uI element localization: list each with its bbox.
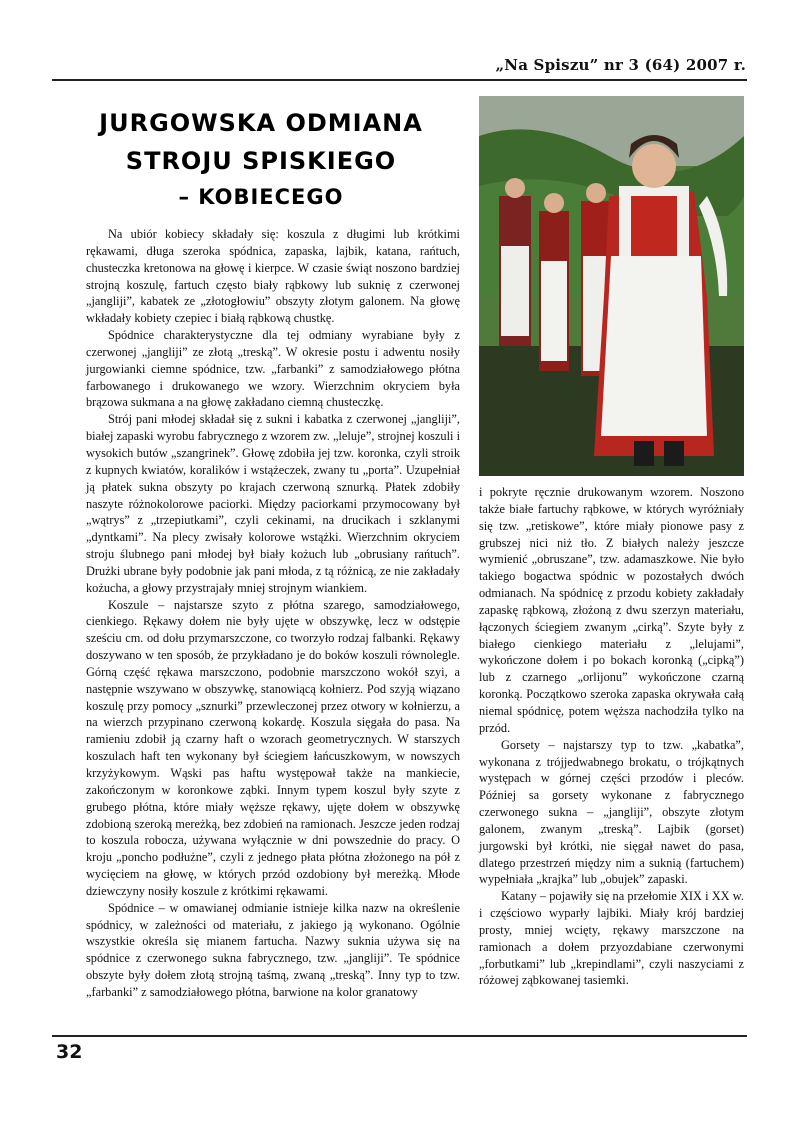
paragraph: i pokryte ręcznie drukowanym wzorem. Noszono także białe fartuchy rąbkowe, w których wyróżniały się tzw. „retiskowe”, które miały pionowe pasy z grubszej nici niż tło. Z białych należy jeszcze wymienić „obruszane”, tzw. adamaszkowe. Nie było takiego bogactwa spódnic w pozostałych dwóch odmianach. Na spódnicę z przodu kobiety zakładały zapaskę rąbkową, złożoną z dwu szerzyn materiału, łączonych ściegiem zwanym „cirką”. Szyte były z białego cienkiego materiału z „lelujami”, wykończone dołem i po bokach koronką („cipką”) lub z czarnego „orlijonu” wykończone czarną koronką. Początkowo szeroka zapaska okrywała całą niemal spódnicę, potem węższa nachodziła tylko na przód. — [479, 485, 744, 735]
left-column — [86, 226, 460, 1001]
paragraph: Katany – pojawiły się na przełomie XIX i XX w. i częściowo wyparły lajbiki. Miały krój bardziej prosty, mniej wcięty, rękawy marszczone na ramionach a dołem przyozdabiane czerwonymi „forbutkami” lub „krepindlami”, czyli naszyciami z różowej ząbkowanej tasiemki. — [479, 889, 744, 988]
title-line-3: – KOBIECEGO — [178, 185, 344, 209]
title-line-2: STROJU SPISKIEGO — [125, 147, 397, 175]
page-number: 32 — [56, 1041, 83, 1063]
header-rule — [52, 79, 747, 81]
title-line-1: JURGOWSKA ODMIANA — [99, 109, 423, 137]
article-title — [56, 104, 466, 214]
paragraph: Strój pani młodej składał się z sukni i kabatka z czerwonej „jangliji”, białej zapaski wyrobu fabrycznego z wzorem zw. „leluje”, strojnej koszuli i wysokich butów „szangrinek”. Głowę zdobiła jej tzw. koronka, czyli stroik z kupnych kwiatów, koralików i wstążeczek, zwany tu „porta”. Uzupełniał ją płatek sukna obszyty po krajach czerwoną sznurką. Płatek zdobiły naszyte różnokolorowe paciorki. Między paciorkami przymocowany był „wątrys” z „trzepiutkami”, czyli cekinami, na drucikach i szklanymi „dyntkami”. Na plecy zwisały kolorowe wstążki. Wierzchnim okryciem stroju ślubnego pani młodej był biały kożuch lub „obrusiany rańtuch”. Drużki ubrane były podobnie jak pani młoda, z tą różnicą, ze nie zakładały kożucha, a głowy przystrajały mniej strojnym wiankiem. — [86, 412, 460, 595]
folk-costume-photo — [479, 96, 744, 476]
paragraph: Spódnice charakterystyczne dla tej odmiany wyrabiane były z czerwonej „jangliji” ze złotą „treską”. W okresie postu i adwentu nosiły jurgowianki ciemne spódnice, tzw. „farbanki” z samodziałowego płótna farbowanego i drukowanego we wzory. Wierzchnim okryciem była brązowa sukmana a na głowę zakładano ciemną chusteczkę. — [86, 328, 460, 410]
right-column — [479, 484, 744, 989]
paragraph: Gorsety – najstarszy typ to tzw. „kabatka”, wykonana z trójjedwabnego brokatu, o trójkątnych występach w górnej części przodów i pleców. Później sa gorsety wykonane z fabrycznego czerwonego sukna – „jangliji”, obszyte złotym galonem, zwanym „treską”. Lajbik (gorset) jurgowski był krótki, nie sięgał nawet do pasa, dlatego przestrzeń między nim a suknią (fartuchem) wypełniała „krajka” lub „obujek” zapaski. — [479, 737, 744, 887]
footer-rule — [52, 1035, 747, 1037]
paragraph: Koszule – najstarsze szyto z płótna szarego, samodziałowego, cienkiego. Rękawy dołem nie były ujęte w obszywkę, lecz w odstępie sześciu cm. od dołu przymarszczone, co tworzyło rodzaj falbanki. Rękawy doszywano w ten sposób, że przykładano je do boków koszuli równolegle. Górną część rękawa marszczono, podobnie marszczono wokół szyi, a następnie wszywano w obszywkę, stanowiącą kołnierz. Pod szyją wiązano koszulę przy pomocy „sznurki” przewleczonej przez otwory w kołnierzu, a na wierzch przypinano czerwoną kokardę. Koszula sięgała do pasa. Na ramieniu zdobił ją czarny haft o wzorach geometrycznych. W starszych koszulach haft ten wykonany był ściegiem łańcuszkowym, w nowszych krzyżykowym. Wąski pas haftu występował także na mankiecie, zakończonym w koronkowe ząbki. Innym typem koszul były szyte z grubego płótna, które miały węższe rękawy, ujęte dołem w obszywkę zdobioną szeroką mereżką, bez zdobień na ramionach. Jeszcze jeden rodzaj to koszula robocza, używana wyłącznie w dni powszednie do pracy. O kroju „poncho podłużne”, czyli z jednego płata płótna złożonego na pół z wycięciem na głowę, w których przód ozdobiony był mereżką. Młode dziewczyny nosiły koszule z krótkimi rękawami. — [86, 597, 460, 898]
paragraph: Spódnice – w omawianej odmianie istnieje kilka nazw na określenie spódnicy, w zależności od materiału, z jakiego ją wykonano. Ogólnie wszystkie określa się mianem fartucha. Nazwy suknia używa się na spódnice z czerwonego sukna fabrycznego, tzw. „jangliji”. Te spódnice obszyte były dołem złotą strojną taśmą, zwaną „treską”. Inny typ to tzw. „farbanki” z samodziałowego płótna, barwione na kolor granatowy — [86, 900, 460, 999]
paragraph: Na ubiór kobiecy składały się: koszula z długimi lub krótkimi rękawami, długa szeroka spódnica, zapaska, lajbik, katana, rańtuch, chusteczka kretonowa na głowę i kierpce. W czasie świąt noszono bardziej strojną koszulę, fartuch często biały rąbkowy lub suknię z czerwonej „jangliji”, kabatek ze „złotogłowiu” obszyty złotym galonem. Na głowę wkładały kobiety czepiec i białą rąbkową chustkę. — [86, 227, 460, 326]
publication-header: „Na Spiszu” nr 3 (64) 2007 r. — [495, 56, 746, 74]
